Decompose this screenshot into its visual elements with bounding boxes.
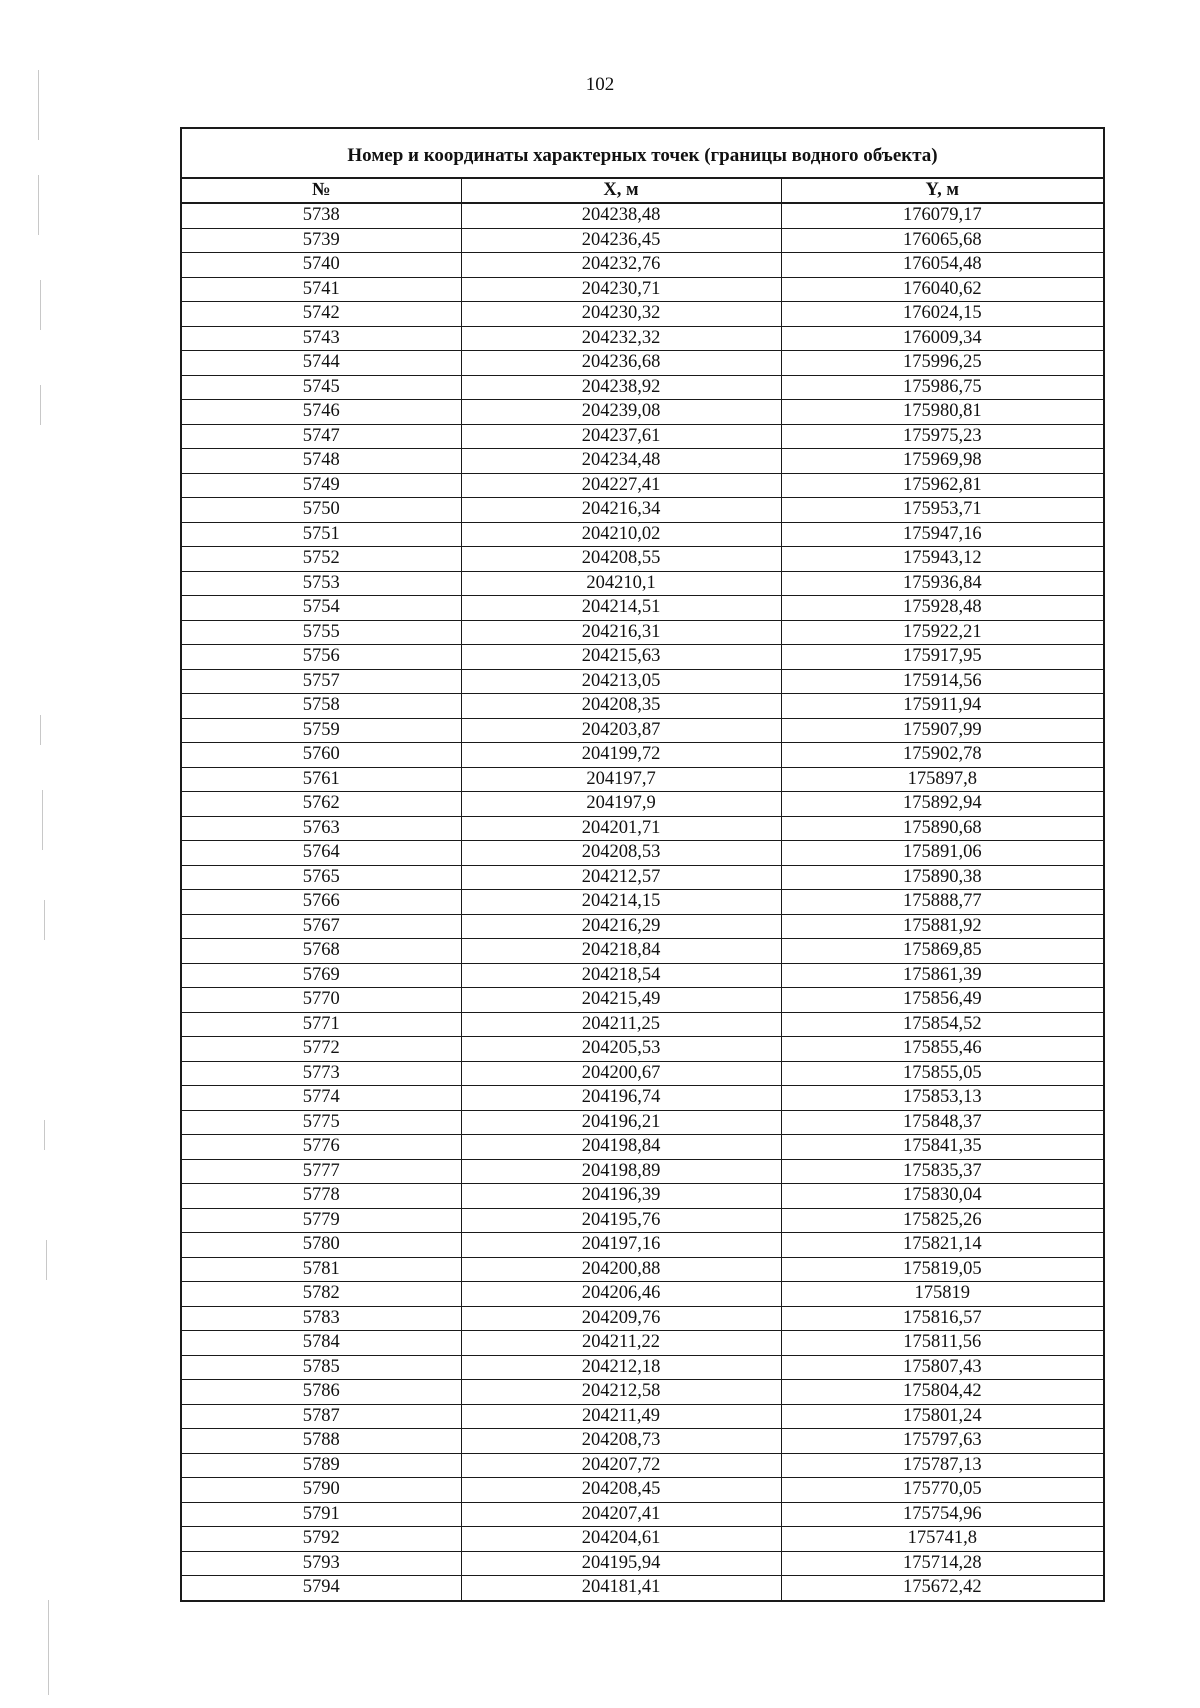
table-row [182,547,1103,572]
point-number-cell: 5758 [182,694,461,719]
y-coordinate-cell: 175881,92 [781,914,1103,939]
table-row [182,522,1103,547]
scan-edge-mark [44,1120,45,1150]
point-number-cell: 5765 [182,865,461,890]
table-row [182,767,1103,792]
y-coordinate-cell: 175816,57 [781,1306,1103,1331]
table-row [182,1208,1103,1233]
table-row [182,1355,1103,1380]
table-row [182,1257,1103,1282]
page-number: 102 [585,74,615,95]
table-row [182,645,1103,670]
x-coordinate-cell: 204198,84 [461,1135,781,1160]
table-row [182,988,1103,1013]
y-coordinate-cell: 175741,8 [781,1527,1103,1552]
y-coordinate-cell: 175975,23 [781,424,1103,449]
scan-edge-mark [46,1240,47,1280]
y-coordinate-cell: 175841,35 [781,1135,1103,1160]
y-coordinate-cell: 175811,56 [781,1331,1103,1356]
y-coordinate-cell: 175821,14 [781,1233,1103,1258]
y-coordinate-cell: 175890,68 [781,816,1103,841]
column-header-y: Y, м [781,179,1103,203]
y-coordinate-cell: 175907,99 [781,718,1103,743]
x-coordinate-cell: 204196,21 [461,1110,781,1135]
point-number-cell: 5750 [182,498,461,523]
y-coordinate-cell: 175830,04 [781,1184,1103,1209]
point-number-cell: 5749 [182,473,461,498]
point-number-cell: 5781 [182,1257,461,1282]
coordinates-table [180,127,1105,1602]
y-coordinate-cell: 175819,05 [781,1257,1103,1282]
point-number-cell: 5741 [182,277,461,302]
x-coordinate-cell: 204208,55 [461,547,781,572]
point-number-cell: 5786 [182,1380,461,1405]
x-coordinate-cell: 204239,08 [461,400,781,425]
y-coordinate-cell: 175902,78 [781,743,1103,768]
point-number-cell: 5760 [182,743,461,768]
x-coordinate-cell: 204198,89 [461,1159,781,1184]
x-coordinate-cell: 204238,92 [461,375,781,400]
x-coordinate-cell: 204206,46 [461,1282,781,1307]
y-coordinate-cell: 175911,94 [781,694,1103,719]
x-coordinate-cell: 204216,29 [461,914,781,939]
point-number-cell: 5782 [182,1282,461,1307]
table-row [182,203,1103,228]
y-coordinate-cell: 175714,28 [781,1551,1103,1576]
point-number-cell: 5774 [182,1086,461,1111]
x-coordinate-cell: 204197,9 [461,792,781,817]
y-coordinate-cell: 176079,17 [781,203,1103,228]
x-coordinate-cell: 204214,51 [461,596,781,621]
point-number-cell: 5789 [182,1453,461,1478]
table-row [182,718,1103,743]
column-header-x: X, м [461,179,781,203]
y-coordinate-cell: 175890,38 [781,865,1103,890]
y-coordinate-cell: 175914,56 [781,669,1103,694]
table-row [182,1429,1103,1454]
table-row [182,596,1103,621]
x-coordinate-cell: 204207,41 [461,1502,781,1527]
x-coordinate-cell: 204195,76 [461,1208,781,1233]
table-row [182,375,1103,400]
table-row [182,914,1103,939]
x-coordinate-cell: 204212,18 [461,1355,781,1380]
table-row [182,449,1103,474]
table-row [182,963,1103,988]
point-number-cell: 5742 [182,302,461,327]
y-coordinate-cell: 175804,42 [781,1380,1103,1405]
point-number-cell: 5769 [182,963,461,988]
point-number-cell: 5752 [182,547,461,572]
x-coordinate-cell: 204210,1 [461,571,781,596]
x-coordinate-cell: 204211,22 [461,1331,781,1356]
table-row [182,400,1103,425]
point-number-cell: 5744 [182,351,461,376]
table-row [182,1306,1103,1331]
point-number-cell: 5771 [182,1012,461,1037]
table-row [182,1159,1103,1184]
y-coordinate-cell: 175869,85 [781,939,1103,964]
x-coordinate-cell: 204196,74 [461,1086,781,1111]
point-number-cell: 5751 [182,522,461,547]
table-row [182,1502,1103,1527]
x-coordinate-cell: 204211,25 [461,1012,781,1037]
scan-edge-mark [38,175,39,235]
x-coordinate-cell: 204200,88 [461,1257,781,1282]
point-number-cell: 5767 [182,914,461,939]
table-row [182,1282,1103,1307]
table-row [182,1135,1103,1160]
table-row [182,1233,1103,1258]
y-coordinate-cell: 175801,24 [781,1404,1103,1429]
x-coordinate-cell: 204227,41 [461,473,781,498]
point-number-cell: 5772 [182,1037,461,1062]
table-row [182,253,1103,278]
x-coordinate-cell: 204216,34 [461,498,781,523]
table-row [182,228,1103,253]
table-row [182,1331,1103,1356]
point-number-cell: 5770 [182,988,461,1013]
point-number-cell: 5794 [302,1577,340,1598]
coordinates-grid [182,179,1103,1600]
point-number-cell: 5748 [182,449,461,474]
y-coordinate-cell: 175892,94 [781,792,1103,817]
x-coordinate-cell: 204208,73 [461,1429,781,1454]
point-number-cell: 5754 [182,596,461,621]
x-coordinate-cell: 204210,02 [461,522,781,547]
y-coordinate-cell: 175835,37 [781,1159,1103,1184]
point-number-cell: 5755 [182,620,461,645]
x-coordinate-cell: 204215,63 [461,645,781,670]
x-coordinate-cell: 204213,05 [461,669,781,694]
point-number-cell: 5787 [182,1404,461,1429]
table-row [182,694,1103,719]
table-row [182,792,1103,817]
table-row [182,743,1103,768]
x-coordinate-cell: 204199,72 [461,743,781,768]
point-number-cell: 5791 [182,1502,461,1527]
x-coordinate-cell: 204200,67 [461,1061,781,1086]
y-coordinate-cell: 175855,05 [781,1061,1103,1086]
y-coordinate-cell: 175861,39 [781,963,1103,988]
table-row [182,1086,1103,1111]
y-coordinate-cell: 175848,37 [781,1110,1103,1135]
x-coordinate-cell: 204216,31 [461,620,781,645]
y-coordinate-cell: 175672,42 [781,1576,1103,1600]
table-row [182,1184,1103,1209]
y-coordinate-cell: 175854,52 [781,1012,1103,1037]
y-coordinate-cell: 175807,43 [781,1355,1103,1380]
table-row [182,1551,1103,1576]
x-coordinate-cell: 204232,32 [461,326,781,351]
scan-edge-mark [40,385,41,425]
y-coordinate-cell: 175980,81 [781,400,1103,425]
point-number-cell: 5756 [182,645,461,670]
table-row [182,351,1103,376]
y-coordinate-cell: 175936,84 [781,571,1103,596]
point-number-cell: 5745 [182,375,461,400]
table-row [182,865,1103,890]
table-row [182,1478,1103,1503]
x-coordinate-cell: 204208,53 [461,841,781,866]
scan-edge-mark [40,280,41,330]
y-coordinate-cell: 175853,13 [781,1086,1103,1111]
point-number-cell: 5753 [182,571,461,596]
x-coordinate-cell: 204204,61 [461,1527,781,1552]
y-coordinate-cell: 175856,49 [781,988,1103,1013]
point-number-cell: 5740 [182,253,461,278]
x-coordinate-cell: 204207,72 [461,1453,781,1478]
y-coordinate-cell: 175754,96 [781,1502,1103,1527]
table-row [182,424,1103,449]
x-coordinate-cell: 204208,45 [461,1478,781,1503]
table-row [182,302,1103,327]
scan-edge-mark [48,1600,49,1695]
x-coordinate-cell: 204181,41 [461,1576,781,1600]
y-coordinate-cell: 175986,75 [781,375,1103,400]
x-coordinate-cell: 204201,71 [461,816,781,841]
point-number-cell: 5761 [182,767,461,792]
x-coordinate-cell: 204197,16 [461,1233,781,1258]
y-coordinate-cell: 176065,68 [781,228,1103,253]
y-coordinate-cell: 176040,62 [781,277,1103,302]
table-body [182,203,1103,1600]
point-number-cell: 5763 [182,816,461,841]
table-row [182,1576,1103,1600]
table-row [182,939,1103,964]
y-coordinate-cell: 175962,81 [781,473,1103,498]
point-number-cell: 5759 [182,718,461,743]
x-coordinate-cell: 204236,45 [461,228,781,253]
y-coordinate-cell: 175897,8 [781,767,1103,792]
table-row [182,669,1103,694]
point-number-cell: 5785 [182,1355,461,1380]
point-number-cell: 5783 [182,1306,461,1331]
y-coordinate-cell: 175917,95 [781,645,1103,670]
point-number-cell: 5757 [182,669,461,694]
column-header-number: № [182,179,461,203]
point-number-cell: 5738 [182,203,461,228]
x-coordinate-cell: 204209,76 [461,1306,781,1331]
table-row [182,1037,1103,1062]
y-coordinate-cell: 175891,06 [781,841,1103,866]
x-coordinate-cell: 204237,61 [461,424,781,449]
x-coordinate-cell: 204230,32 [461,302,781,327]
table-header-row [182,179,1103,203]
point-number-cell: 5780 [182,1233,461,1258]
y-coordinate-cell: 175855,46 [781,1037,1103,1062]
table-row [182,841,1103,866]
x-coordinate-cell: 204230,71 [461,277,781,302]
y-coordinate-cell: 176054,48 [781,253,1103,278]
y-coordinate-cell: 175888,77 [781,890,1103,915]
x-coordinate-cell: 204205,53 [461,1037,781,1062]
y-coordinate-cell: 175819 [781,1282,1103,1307]
y-coordinate-cell: 175953,71 [781,498,1103,523]
y-coordinate-cell: 175969,98 [781,449,1103,474]
point-number-cell: 5790 [182,1478,461,1503]
table-row [182,620,1103,645]
point-number-cell: 5778 [182,1184,461,1209]
x-coordinate-cell: 204214,15 [461,890,781,915]
x-coordinate-cell: 204234,48 [461,449,781,474]
y-coordinate-cell: 175996,25 [781,351,1103,376]
point-number-cell: 5739 [182,228,461,253]
table-row [182,1453,1103,1478]
x-coordinate-cell: 204203,87 [461,718,781,743]
point-number-cell: 5792 [182,1527,461,1552]
x-coordinate-cell: 204215,49 [461,988,781,1013]
x-coordinate-cell: 204236,68 [461,351,781,376]
point-number-cell: 5743 [182,326,461,351]
x-coordinate-cell: 204238,48 [461,203,781,228]
point-number-cell: 5793 [182,1551,461,1576]
table-row [182,326,1103,351]
point-number-cell: 5746 [182,400,461,425]
point-number-cell: 5779 [182,1208,461,1233]
table-row [182,277,1103,302]
point-number-cell: 5766 [182,890,461,915]
x-coordinate-cell: 204211,49 [461,1404,781,1429]
table-row [182,1110,1103,1135]
point-number-cell: 5776 [182,1135,461,1160]
y-coordinate-cell: 175797,63 [781,1429,1103,1454]
x-coordinate-cell: 204212,57 [461,865,781,890]
y-coordinate-cell: 175947,16 [781,522,1103,547]
table-row [182,1061,1103,1086]
y-coordinate-cell: 175787,13 [781,1453,1103,1478]
point-number-cell: 5788 [182,1429,461,1454]
scan-edge-mark [40,715,41,745]
y-coordinate-cell: 176009,34 [781,326,1103,351]
x-coordinate-cell: 204218,54 [461,963,781,988]
y-coordinate-cell: 175922,21 [781,620,1103,645]
x-coordinate-cell: 204208,35 [461,694,781,719]
scan-edge-mark [44,900,45,940]
table-row [182,816,1103,841]
table-row [182,1527,1103,1552]
y-coordinate-cell: 175928,48 [781,596,1103,621]
point-number-cell: 5777 [182,1159,461,1184]
table-row [182,1012,1103,1037]
y-coordinate-cell: 176024,15 [781,302,1103,327]
x-coordinate-cell: 204196,39 [461,1184,781,1209]
table-row [182,1404,1103,1429]
point-number-cell: 5773 [182,1061,461,1086]
point-number-cell: 5775 [182,1110,461,1135]
scan-edge-mark [42,790,43,850]
x-coordinate-cell: 204232,76 [461,253,781,278]
table-row [182,890,1103,915]
x-coordinate-cell: 204195,94 [461,1551,781,1576]
x-coordinate-cell: 204218,84 [461,939,781,964]
table-row [182,571,1103,596]
point-number-cell: 5762 [182,792,461,817]
y-coordinate-cell: 175825,26 [781,1208,1103,1233]
table-row [182,498,1103,523]
table-row [182,1380,1103,1405]
table-title: Номер и координаты характерных точек (границы водного объекта) [182,129,1103,179]
point-number-cell: 5764 [182,841,461,866]
point-number-cell: 5768 [182,939,461,964]
y-coordinate-cell: 175943,12 [781,547,1103,572]
y-coordinate-cell: 175770,05 [781,1478,1103,1503]
x-coordinate-cell: 204212,58 [461,1380,781,1405]
point-number-cell: 5784 [182,1331,461,1356]
table-row [182,473,1103,498]
point-number-cell: 5747 [182,424,461,449]
x-coordinate-cell: 204197,7 [461,767,781,792]
